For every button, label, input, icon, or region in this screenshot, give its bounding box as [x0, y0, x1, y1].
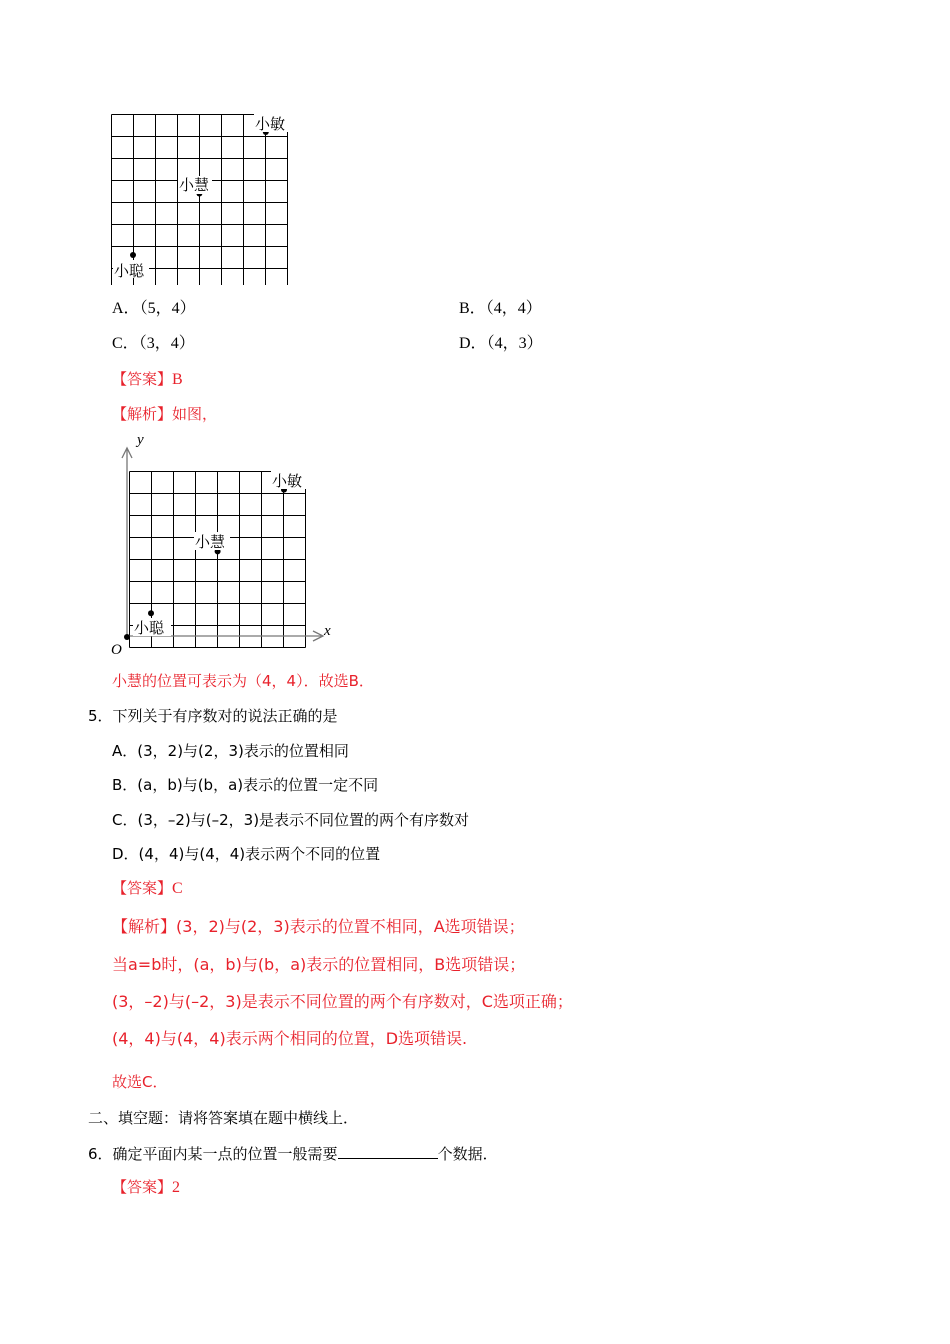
- q4-answer: 【答案】B: [112, 370, 183, 388]
- q5-analysis-line-2: 当a=b时，(a，b)与(b，a)表示的位置相同，B选项错误；: [112, 955, 526, 974]
- q4-option-c: C．（3，4）: [112, 335, 195, 352]
- origin-point: [124, 634, 130, 640]
- label-xiaocong: 小聪: [114, 262, 145, 280]
- section-2-heading: 二、填空题：请将答案填在题中横线上．: [88, 1109, 359, 1127]
- label-xiaomin: 小敏: [272, 472, 303, 490]
- q5-option-c: C．(3，–2)与(–2，3)是表示不同位置的两个有序数对: [112, 811, 470, 829]
- q4-option-b: B．（4，4）: [459, 300, 542, 317]
- label-xiaohui: 小慧: [195, 533, 226, 551]
- q5-option-b: B．(a，b)与(b，a)表示的位置一定不同: [112, 776, 379, 794]
- q5-answer: 【答案】C: [112, 879, 183, 897]
- q5-option-a: A．(3，2)与(2，3)表示的位置相同: [112, 742, 349, 760]
- q6-stem: 6．确定平面内某一点的位置一般需要 个数据．: [88, 1145, 498, 1163]
- point-xiaocong: [130, 252, 136, 258]
- q5-analysis-line-3: (3，–2)与(–2，3)是表示不同位置的两个有序数对，C选项正确；: [112, 992, 573, 1011]
- point-xiaocong: [148, 610, 154, 616]
- q6-answer: 【答案】2: [112, 1178, 181, 1196]
- q5-analysis-line-1: 【解析】(3，2)与(2，3)表示的位置不相同，A选项错误；: [112, 917, 525, 936]
- label-xiaohui: 小慧: [179, 176, 210, 194]
- q4-analysis: 【解析】如图，: [112, 405, 218, 423]
- grid-figure-2: [105, 428, 345, 658]
- y-axis-label: y: [137, 432, 144, 448]
- q5-conclusion: 故选C．: [112, 1073, 168, 1091]
- origin-label: O: [111, 642, 122, 658]
- x-axis-label: x: [324, 623, 331, 639]
- answer-blank[interactable]: [338, 1143, 438, 1159]
- q4-option-d: D．（4，3）: [459, 335, 543, 352]
- q4-conclusion: 小慧的位置可表示为（4，4）．故选B．: [112, 672, 374, 690]
- q5-stem: 5．下列关于有序数对的说法正确的是: [88, 707, 338, 725]
- grid-figure-1: [100, 105, 310, 285]
- label-xiaomin: 小敏: [255, 115, 286, 133]
- q5-option-d: D．(4，4)与(4，4)表示两个不同的位置: [112, 845, 381, 863]
- q5-analysis-line-4: (4，4)与(4，4)表示两个相同的位置，D选项错误.: [112, 1029, 468, 1048]
- q4-option-a: A．（5，4）: [112, 300, 196, 317]
- label-xiaocong: 小聪: [134, 619, 165, 637]
